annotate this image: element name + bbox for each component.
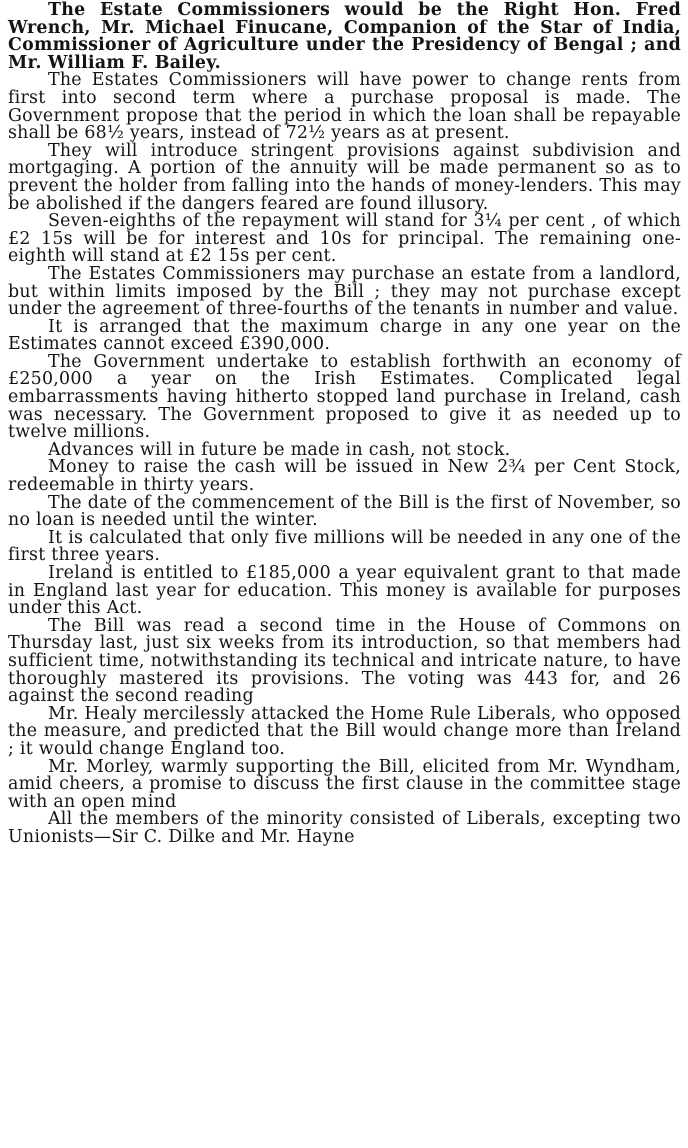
paragraph-government-economy: The Government undertake to establish forthwith an economy of £250,000 a year on the Irish Estimates. Complicated legal embarrassments having hitherto stopped land purchase in Ireland, cash was necessary. The Government proposed to give it as needed up to twelve millions. [8, 351, 681, 443]
paragraph-repayment-terms: Seven-eighths of the repayment will stand for 3¼ per cent , of which £2 15s will be for interest and 10s for principal. The remaining one-eighth will stand at £2 15s per cent. [8, 211, 681, 267]
paragraph-maximum-charge: It is arranged that the maximum charge in any one year on the Estimates cannot exceed £390,000. [8, 316, 681, 355]
paragraph-subdivision-provisions: They will introduce stringent provisions against subdivision and mortgaging. A portion of the annuity will be made permanent so as to prevent the holder from falling into the hands of money-lenders. This may be abolished if the dangers feared are found illusory. [8, 140, 681, 214]
paragraph-rents-and-loan-period: The Estates Commissioners will have power to change rents from first into second term where a purchase proposal is made. The Government propose that the period in which the loan shall be repayable shall be 68½ years, instead of 72½ years as at present. [8, 70, 681, 144]
paragraph-commencement-date: The date of the commencement of the Bill is the first of November, so no loan is needed until the winter. [8, 492, 681, 531]
paragraph-second-reading: The Bill was read a second time in the House of Commons on Thursday last, just six weeks from its introduction, so that members had sufficient time, notwithstanding its technical and intricate nature, to have thoroughly mastered its provisions. The voting was 443 for, and 26 against the second reading [8, 615, 681, 707]
paragraph-minority-members: All the members of the minority consisted of Liberals, excepting two Unionists—Sir C. Dilke and Mr. Hayne [8, 809, 681, 847]
paragraph-estate-commissioners: The Estate Commissioners would be the Right Hon. Fred Wrench, Mr. Michael Finucane, Companion of the Star of India, Commissioner of Agriculture under the Presidency of Bengal ; and Mr. William F. Bailey. [8, 0, 681, 73]
paragraph-morley-support: Mr. Morley, warmly supporting the Bill, elicited from Mr. Wyndham, amid cheers, a promise to discuss the first clause in the committee stage with an open mind [8, 756, 681, 812]
paragraph-new-stock: Money to raise the cash will be issued in New 2¾ per Cent Stock, redeemable in thirty years. [8, 457, 681, 496]
paragraph-healy-attack: Mr. Healy mercilessly attacked the Home Rule Liberals, who opposed the measure, and predicted that the Bill would change more than Ireland ; it would change England too. [8, 703, 681, 759]
paragraph-advances-in-cash: Advances will in future be made in cash, not stock. [48, 439, 511, 460]
paragraph-five-millions: It is calculated that only five millions will be needed in any one of the first three years. [8, 527, 681, 566]
paragraph-education-grant: Ireland is entitled to £185,000 a year equivalent grant to that made in England last year for education. This money is available for purposes under this Act. [8, 563, 681, 619]
paragraph-estate-purchase: The Estates Commissioners may purchase an estate from a landlord, but within limits imposed by the Bill ; they may not purchase except under the agreement of three-fourths of the tenants in number and value. [8, 263, 681, 320]
